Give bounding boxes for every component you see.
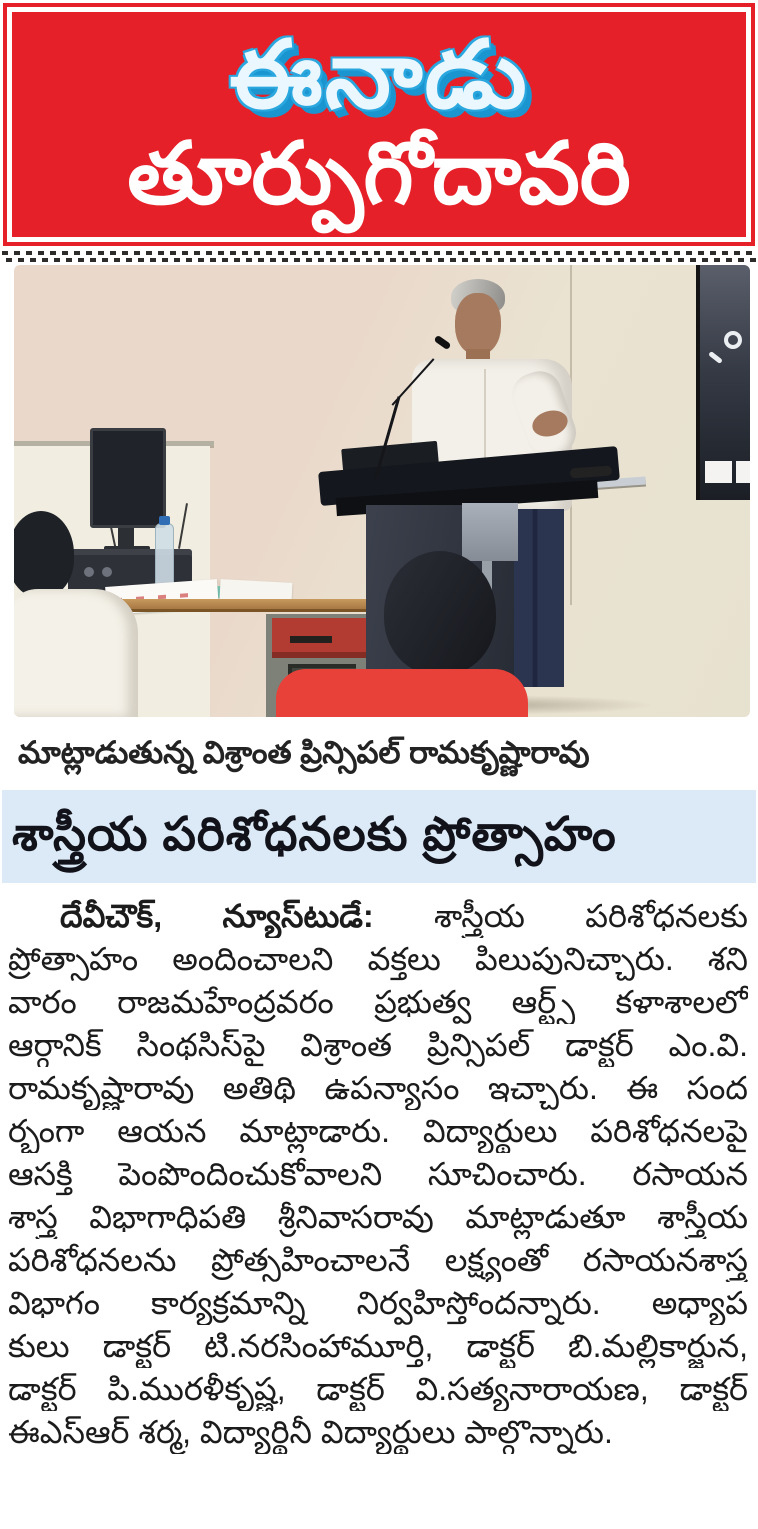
receiver-knob	[84, 567, 94, 577]
bottle-cap	[159, 516, 170, 525]
audience-white-shirt	[14, 589, 138, 717]
body-line: కులు డాక్టర్ టి.నరసింహామూర్తి, డాక్టర్ బి.మల్లికార్జున,	[8, 1328, 748, 1365]
article-lines	[8, 938, 748, 1454]
audience-head	[384, 551, 496, 675]
masthead	[3, 3, 755, 246]
monitor-stand	[118, 528, 134, 548]
body-line: ఆసక్తి పెంపొందించుకోవాలని సూచించారు. రసాయన	[8, 1156, 748, 1193]
speaker-face	[455, 293, 501, 355]
article-body	[0, 883, 758, 1454]
screen-window-panel	[705, 461, 732, 483]
body-line: రామకృష్ణారావు అతిథి ఉపన్యాసం ఇచ్చారు. ఈ సంద	[8, 1070, 748, 1107]
screen-pen-icon	[708, 351, 723, 364]
body-line: వారం రాజమహేంద్రవరం ప్రభుత్వ ఆర్ట్స్ కళాశాలలో	[8, 984, 748, 1021]
microphone	[434, 335, 452, 350]
dateline: దేవీచౌక్, న్యూస్‌టుడే:	[60, 898, 374, 935]
screen-window-panel	[736, 461, 750, 483]
computer-monitor	[90, 428, 166, 528]
body-line: ఈఎస్ఆర్ శర్మ, విద్యార్థినీ విద్యార్థులు పాల్గొన్నారు.	[8, 1414, 613, 1451]
masthead-red-panel	[12, 12, 746, 237]
body-line: డాక్టర్ పి.మురళీకృష్ణ, డాక్టర్ వి.సత్యనారాయణ, డాక్టర్	[8, 1371, 748, 1408]
podium-metal-plate	[462, 503, 518, 561]
body-line: పరిశోధనలను ప్రోత్సహించాలనే లక్ష్యంతో రసాయనశాస్త్ర	[8, 1242, 748, 1279]
receiver-knob	[102, 567, 112, 577]
body-line: శాస్త్ర విభాగాధిపతి శ్రీనివాసరావు మాట్లాడుతూ శాస్త్రీయ	[8, 1199, 748, 1236]
body-line-lead	[8, 895, 748, 938]
newspaper-logo: ఈనాడు	[229, 22, 529, 127]
news-photo	[14, 265, 750, 717]
headline-box	[2, 790, 756, 884]
body-line: ర్భంగా ఆయన మాట్లాడారు. విద్యార్థులు పరిశోధనలపై	[8, 1113, 748, 1150]
audience-head	[14, 511, 74, 597]
screen-circle-icon	[724, 331, 742, 349]
article-headline: శాస్త్రీయ పరిశోధనలకు ప్రోత్సాహం	[12, 806, 617, 860]
body-line: ప్రోత్సాహం అందించాలని వక్తలు పిలుపునిచ్చారు. శని	[8, 941, 748, 978]
lead-text: శాస్త్రీయ పరిశోధనలకు	[434, 898, 748, 935]
edition-title: తూర్పుగోదావరి	[127, 125, 631, 222]
drawer-slot	[290, 636, 332, 643]
audience-red-shirt	[276, 669, 528, 717]
drawer-front	[272, 618, 374, 658]
body-line: విభాగం కార్యక్రమాన్ని నిర్వహిస్తోందన్నారు. అధ్యాప	[8, 1285, 748, 1322]
body-line: ఆర్గానిక్ సింథసిస్‌పై విశ్రాంత ప్రిన్సిపల్ డాక్టర్ ఎం.వి.	[8, 1027, 748, 1064]
dotted-separator	[2, 251, 756, 262]
wall-screen	[696, 265, 750, 500]
photo-caption: మాట్లాడుతున్న విశ్రాంత ప్రిన్సిపల్ రామకృష్ణారావు	[18, 735, 590, 771]
